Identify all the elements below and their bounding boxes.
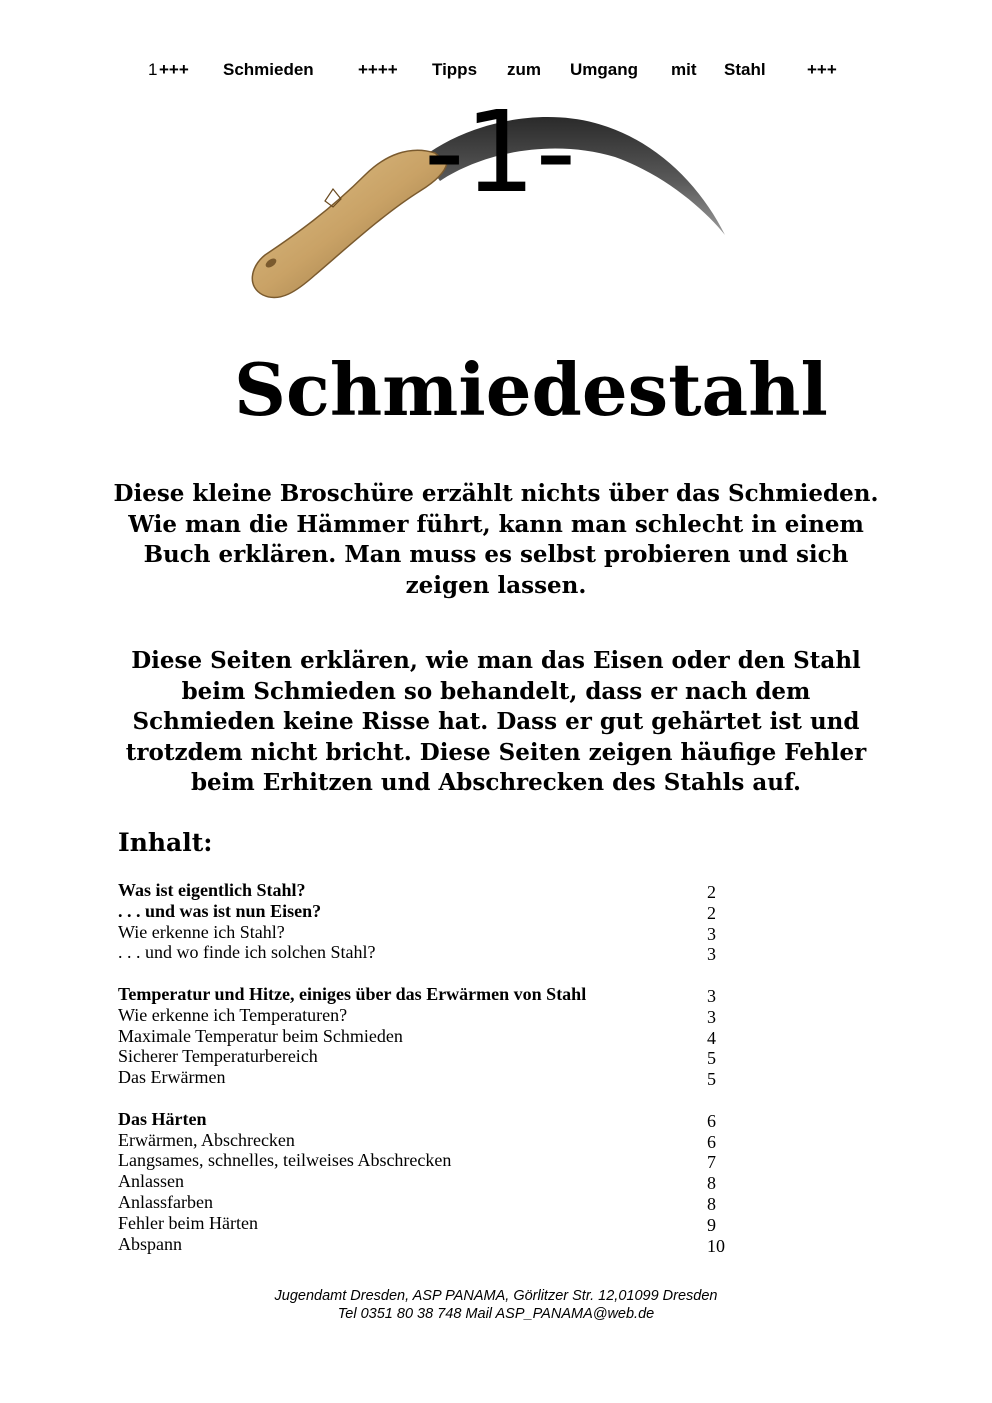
toc-entry-label: Wie erkenne ich Temperaturen?: [118, 1004, 348, 1025]
toc-entry-page: 3: [707, 923, 716, 944]
page-title: Schmiedestahl: [234, 347, 828, 432]
toc-entry-label: Temperatur und Hitze, einiges über das Erwärmen von Stahl: [118, 983, 587, 1004]
toc-entry[interactable]: [118, 1234, 738, 1255]
toc-entry-page: 5: [707, 1048, 716, 1069]
toc-entry[interactable]: [118, 922, 738, 943]
toc-entry-label: Anlassen: [118, 1171, 184, 1192]
toc-entry-page: 5: [707, 1069, 716, 1090]
toc-entry-page: 7: [707, 1152, 716, 1173]
toc-entry-label: . . . und was ist nun Eisen?: [118, 900, 322, 921]
header-word: Umgang: [570, 60, 638, 79]
toc-entry-label: Sicherer Temperaturbereich: [118, 1046, 318, 1067]
toc-entry-label: Fehler beim Härten: [118, 1212, 258, 1233]
toc-entry-page: 9: [707, 1214, 716, 1235]
toc-entry-label: Erwärmen, Abschrecken: [118, 1129, 295, 1150]
toc-entry-label: Langsames, schnelles, teilweises Abschrecken: [118, 1150, 452, 1171]
toc-entry[interactable]: [118, 984, 738, 1005]
toc-entry-label: Abspann: [118, 1233, 182, 1254]
toc-entry-page: 4: [707, 1027, 716, 1048]
header-separator: +++: [807, 60, 837, 79]
toc-entry[interactable]: [118, 1109, 738, 1130]
page-marker: -1-: [423, 88, 577, 218]
toc-entry-page: 6: [707, 1110, 716, 1131]
toc-entry-label: Wie erkenne ich Stahl?: [118, 921, 285, 942]
header-word: Stahl: [724, 60, 766, 79]
toc-entry-page: 3: [707, 1006, 716, 1027]
toc-entry[interactable]: [118, 1192, 738, 1213]
toc-entry-label: Das Erwärmen: [118, 1067, 226, 1088]
toc-entry-label: Was ist eigentlich Stahl?: [118, 880, 306, 900]
toc-entry[interactable]: [118, 1067, 738, 1088]
toc-entry[interactable]: [118, 901, 738, 922]
toc-spacer: [118, 963, 738, 984]
toc-heading: Inhalt:: [118, 828, 213, 857]
footer-contact: Tel 0351 80 38 748 Mail ASP_PANAMA@web.de: [337, 1306, 655, 1322]
toc-entry[interactable]: [118, 1005, 738, 1026]
toc-entry-label: . . . und wo finde ich solchen Stahl?: [118, 942, 376, 963]
table-of-contents: [118, 880, 738, 1254]
toc-entry[interactable]: [118, 1171, 738, 1192]
header-separator: ++++: [358, 60, 398, 79]
toc-entry-page: 3: [707, 985, 716, 1006]
intro-paragraph: Diese Seiten erklären, wie man das Eisen oder den Stahl beim Schmieden so behandelt, dass er nach dem Schmieden keine Risse hat. Dass er gut gehärtet ist und trotzdem nicht bricht. Diese Seiten zeigen häufige Fehler beim Erhitzen und Abschrecken des Stahls auf.: [125, 647, 867, 796]
header-word: Schmieden: [223, 60, 314, 79]
header-word: zum: [507, 60, 541, 79]
header-word: mit: [671, 60, 697, 79]
toc-entry-label: Maximale Temperatur beim Schmieden: [118, 1025, 403, 1046]
toc-entry[interactable]: [118, 880, 738, 901]
toc-entry[interactable]: [118, 1026, 738, 1047]
toc-entry-page: 2: [707, 902, 716, 923]
footer-address: Jugendamt Dresden, ASP PANAMA, Görlitzer Str. 12,01099 Dresden: [274, 1288, 718, 1304]
toc-entry-label: Anlassfarben: [118, 1191, 213, 1212]
toc-entry[interactable]: [118, 1130, 738, 1151]
toc-entry-label: Das Härten: [118, 1108, 207, 1129]
header-separator: +++: [159, 60, 189, 79]
toc-entry[interactable]: [118, 1150, 738, 1171]
toc-entry-page: 8: [707, 1193, 716, 1214]
toc-entry[interactable]: [118, 942, 738, 963]
footer: [200, 1287, 792, 1323]
header-word: Tipps: [432, 60, 478, 79]
toc-entry-page: 6: [707, 1131, 716, 1152]
intro-paragraph: Diese kleine Broschüre erzählt nichts über das Schmieden. Wie man die Hämmer führt, kann man schlecht in einem Buch erklären. Man muss es selbst probieren und sich zeigen lassen.: [113, 480, 879, 599]
toc-entry-page: 2: [707, 882, 716, 902]
header-page-number: 1: [148, 60, 158, 79]
toc-entry[interactable]: [118, 1046, 738, 1067]
toc-entry-page: 8: [707, 1173, 716, 1194]
running-header: [148, 60, 848, 84]
toc-spacer: [118, 1088, 738, 1109]
toc-entry-page: 10: [707, 1235, 725, 1256]
toc-entry[interactable]: [118, 1213, 738, 1234]
toc-entry-page: 3: [707, 944, 716, 965]
